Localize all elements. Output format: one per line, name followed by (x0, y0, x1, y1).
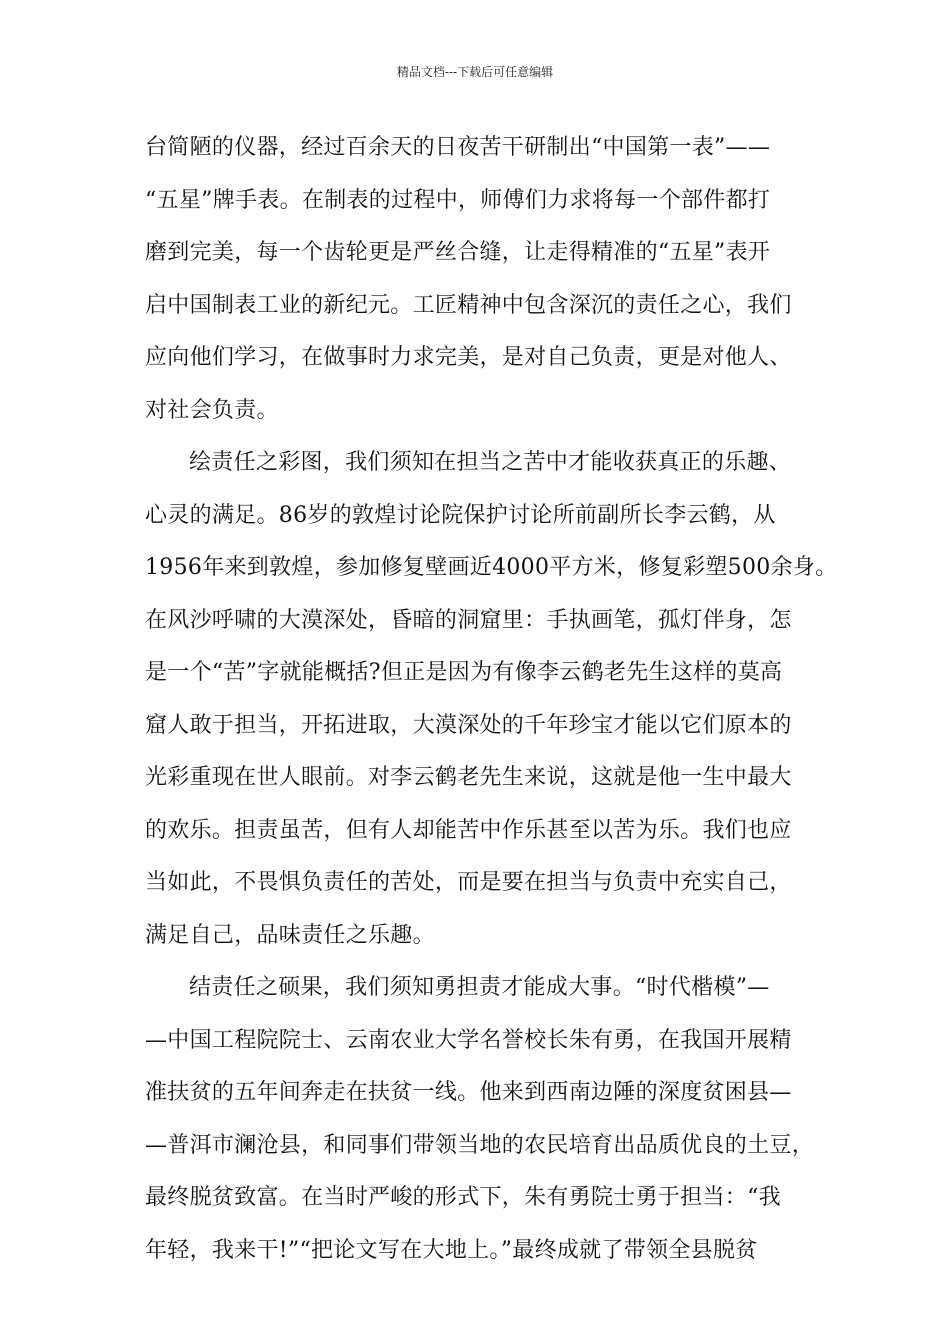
text-line: 1956年来到敦煌，参加修复壁画近4000平方米，修复彩塑500余身。 (145, 555, 838, 580)
page-header: 精品文档---下载后可任意编辑 (396, 65, 554, 79)
text-line: 准扶贫的五年间奔走在扶贫一线。他来到西南边陲的深度贫困县— (145, 1080, 792, 1105)
text-line: 窟人敢于担当，开拓进取，大漠深处的千年珍宝才能以它们原本的 (145, 712, 792, 738)
text-line: 启中国制表工业的新纪元。工匠精神中包含深沉的责任之心，我们 (145, 292, 792, 318)
text-line: 台简陋的仪器，经过百余天的日夜苦干研制出“中国第一表”—— (145, 135, 771, 160)
text-line: 的欢乐。担责虽苦，但有人却能苦中作乐甚至以苦为乐。我们也应 (145, 817, 792, 843)
paragraph-first-line: 结责任之硕果，我们须知勇担责才能成大事。“时代楷模”— (189, 975, 770, 1000)
text-line: 光彩重现在世人眼前。对李云鹤老先生来说，这就是他一生中最大 (145, 765, 792, 790)
text-line: 最终脱贫致富。在当时严峻的形式下，朱有勇院士勇于担当：“我 (145, 1185, 781, 1210)
text-line: 磨到完美，每一个齿轮更是严丝合缝，让走得精准的“五星”表开 (145, 240, 771, 265)
text-line: —中国工程院院士、云南农业大学名誉校长朱有勇，在我国开展精 (145, 1027, 792, 1053)
text-line: 满足自己，品味责任之乐趣。 (145, 922, 435, 948)
text-line: 应向他们学习，在做事时力求完美，是对自己负责，更是对他人、 (145, 345, 792, 370)
text-line: —普洱市澜沧县，和同事们带领当地的农民培育出品质优良的土豆， (145, 1132, 815, 1158)
body-text (145, 128, 838, 1283)
text-line: 心灵的满足。86岁的敦煌讨论院保护讨论所前副所长李云鹤，从 (145, 502, 776, 528)
text-line: 对社会负责。 (145, 397, 279, 423)
paragraph-first-line: 绘责任之彩图，我们须知在担当之苦中才能收获真正的乐趣、 (189, 450, 792, 475)
text-line: 当如此，不畏惧负责任的苦处，而是要在担当与负责中充实自己， (145, 870, 792, 895)
text-line: 在风沙呼啸的大漠深处，昏暗的洞窟里：手执画笔，孤灯伴身，怎 (145, 607, 792, 633)
text-line: “五星”牌手表。在制表的过程中，师傅们力求将每一个部件都打 (145, 187, 771, 213)
text-line: 是一个“苦”字就能概括?但正是因为有像李云鹤老先生这样的莫高 (145, 660, 783, 685)
text-line: 年轻，我来干!”“把论文写在大地上。”最终成就了带领全县脱贫 (145, 1237, 758, 1263)
